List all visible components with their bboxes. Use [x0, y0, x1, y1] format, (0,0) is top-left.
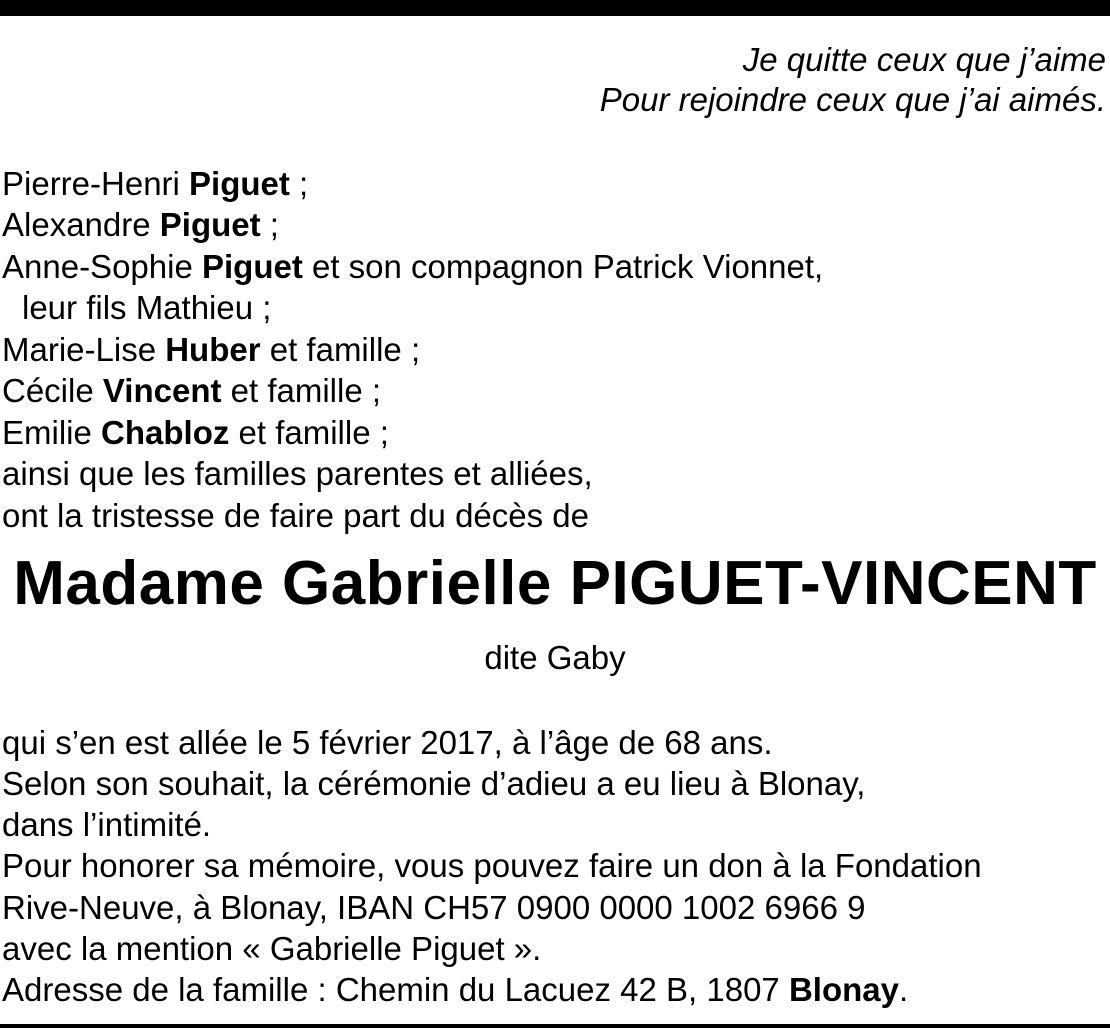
mourner-line [2, 205, 279, 245]
top-rule [0, 0, 1110, 16]
address-town: Blonay [788, 971, 899, 1008]
mourner-line [2, 164, 308, 204]
mourner-suffix: et famille ; [221, 372, 382, 409]
epigraph [600, 40, 1106, 120]
mourner-suffix: ; [260, 206, 279, 243]
mourner-suffix: et son compagnon Patrick Vionnet, [302, 248, 824, 285]
mourner-suffix: et famille ; [229, 414, 389, 451]
bottom-rule [0, 1024, 1110, 1028]
deceased-name: Madame Gabrielle PIGUET-VINCENT [13, 549, 1097, 618]
mourner-first-name: Cécile [2, 372, 103, 409]
mourner-first-name: Alexandre [2, 206, 160, 243]
mourner-last-name: Piguet [159, 206, 261, 243]
epigraph-line-1: Je quitte ceux que j’aime [742, 41, 1106, 78]
mourner-last-name: Piguet [189, 165, 290, 202]
details-line-1: qui s’en est allée le 5 février 2017, à l’âge de 68 ans. [2, 724, 773, 761]
details-line-4: Pour honorer sa mémoire, vous pouvez faire un don à la Fondation [2, 847, 982, 884]
address-end: . [899, 971, 909, 1008]
announcement-line: ont la tristesse de faire part du décès de [2, 497, 590, 534]
mourner-last-name: Chabloz [101, 414, 230, 451]
mourner-line [2, 247, 823, 287]
mourner-first-name: Pierre-Henri [2, 165, 190, 202]
mourner-last-name: Huber [165, 331, 261, 368]
epigraph-line-2: Pour rejoindre ceux que j’ai aimés. [599, 81, 1106, 118]
details-line-2: Selon son souhait, la cérémonie d’adieu a eu lieu à Blonay, [2, 765, 866, 802]
deceased-nickname: dite Gaby [484, 639, 626, 676]
details-line-3: dans l’intimité. [2, 806, 212, 843]
mourner-line [2, 330, 420, 370]
mourner-suffix: ; [289, 165, 309, 202]
mourner-first-name: Anne-Sophie [2, 248, 202, 285]
mourner-first-name: Emilie [2, 414, 102, 451]
details-line-6: avec la mention « Gabrielle Piguet ». [2, 930, 542, 967]
mourner-continuation: leur fils Mathieu ; [22, 289, 272, 326]
address-text: Adresse de la famille : Chemin du Lacuez 42 B, 1807 [2, 971, 789, 1008]
relatives-line: ainsi que les familles parentes et alliées, [2, 455, 593, 492]
mourner-last-name: Vincent [102, 372, 222, 409]
mourner-last-name: Piguet [201, 248, 303, 285]
mourner-suffix: et famille ; [260, 331, 421, 368]
family-address [2, 970, 908, 1010]
details-line-5: Rive-Neuve, à Blonay, IBAN CH57 0900 0000 1002 6966 9 [2, 889, 866, 926]
mourner-line [2, 371, 381, 411]
mourner-first-name: Marie-Lise [2, 331, 166, 368]
mourner-line [2, 413, 389, 453]
